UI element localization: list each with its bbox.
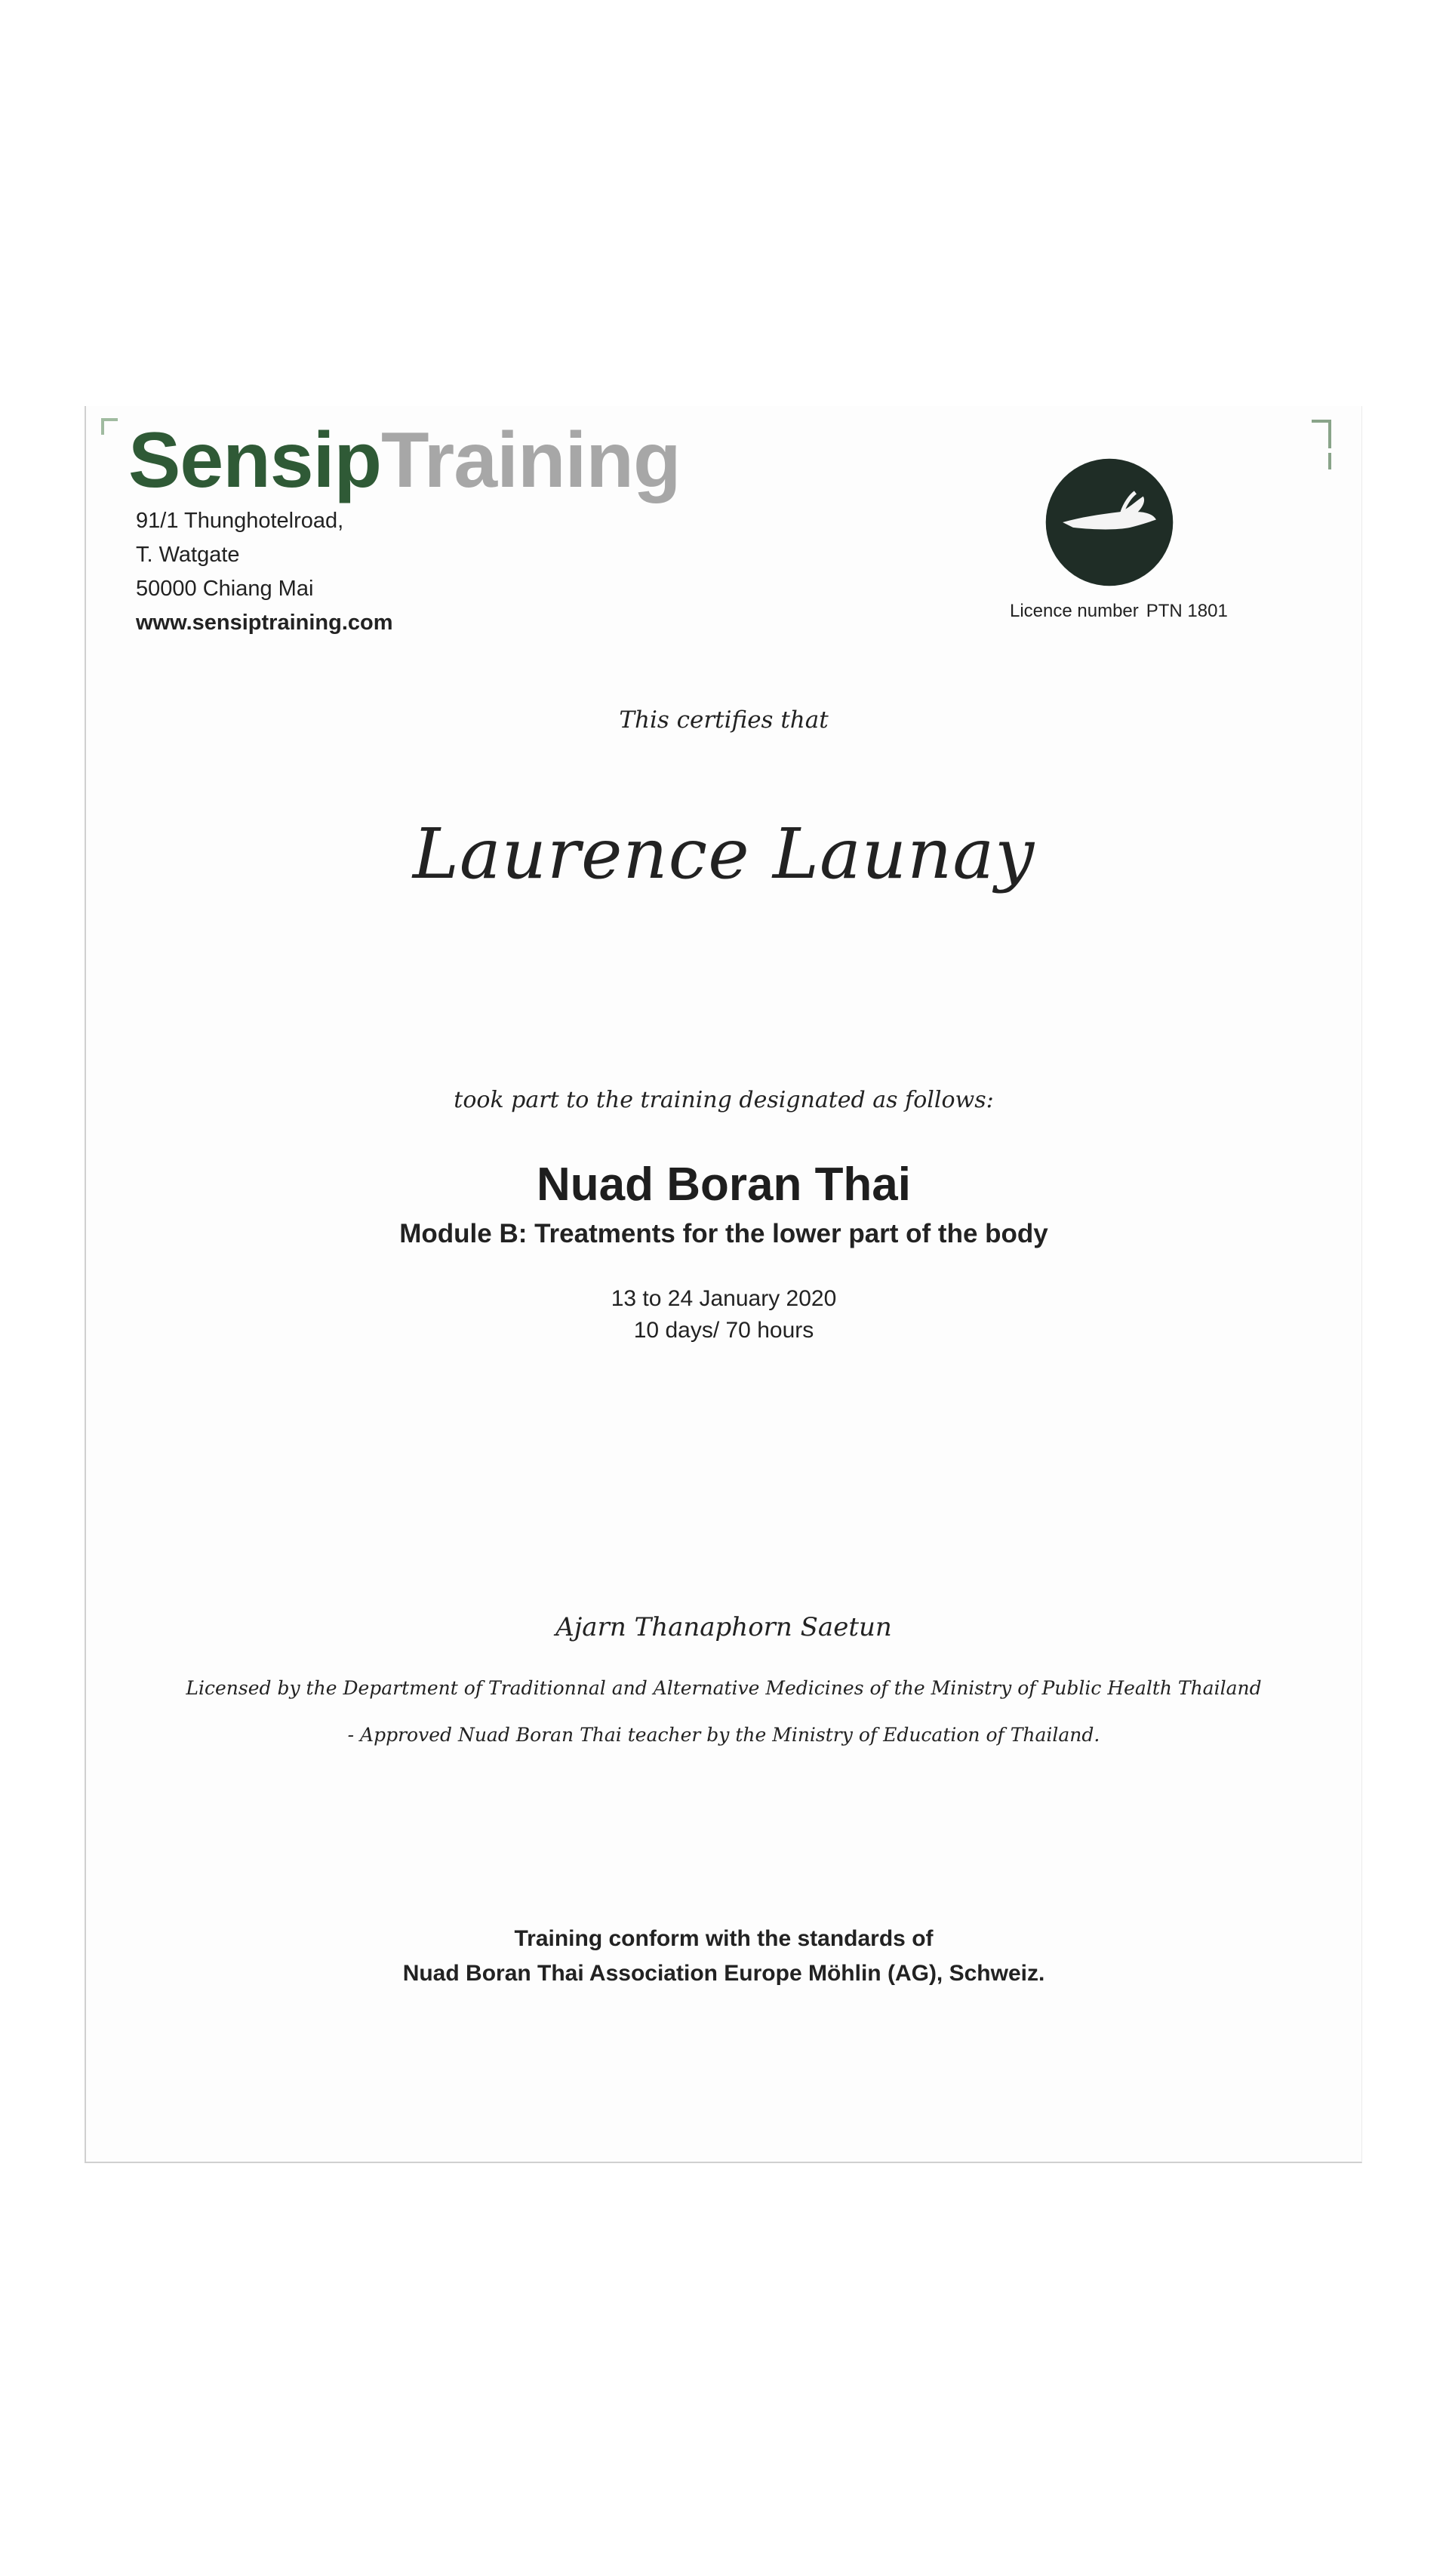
course-title: Nuad Boran Thai	[536, 1159, 912, 1211]
corner-mark-top-left	[101, 418, 118, 435]
standards-line-2: Nuad Boran Thai Association Europe Möhlin (AG), Schweiz.	[402, 1961, 1045, 1986]
corner-mark-top-right	[1312, 420, 1331, 448]
licence-number: PTN 1801	[1146, 601, 1228, 621]
address-line-2: T. Watgate	[136, 543, 240, 567]
course-dates	[86, 1283, 1361, 1346]
recipient-name: Laurence Launay	[412, 814, 1035, 894]
licence-label: Licence number	[1010, 601, 1139, 621]
teacher-name: Ajarn Thanaphorn Saetun	[555, 1612, 892, 1642]
took-part-text: took part to the training designated as follows:	[454, 1087, 994, 1113]
licensed-line-1: Licensed by the Department of Traditionnal and Alternative Medicines of the Ministry of Public Health Thailand	[186, 1677, 1262, 1699]
licensed-statement	[86, 1665, 1361, 1759]
brand-sensip: Sensip	[128, 417, 381, 504]
date-range: 13 to 24 January 2020	[611, 1286, 837, 1311]
module-title: Module B: Treatments for the lower part of the body	[399, 1219, 1048, 1248]
brand-training: Training	[381, 417, 681, 504]
website-link[interactable]: www.sensiptraining.com	[136, 611, 393, 635]
licence-info	[1010, 601, 1236, 622]
address-block	[136, 504, 393, 640]
address-line-1: 91/1 Thunghotelroad,	[136, 509, 344, 533]
licensed-line-2: - Approved Nuad Boran Thai teacher by the Ministry of Education of Thailand.	[347, 1724, 1100, 1746]
certificate-document	[85, 406, 1362, 2163]
standards-statement	[86, 1922, 1361, 1991]
certifies-text: This certifies that	[619, 706, 829, 734]
address-line-3: 50000 Chiang Mai	[136, 577, 314, 601]
brand-logo-text	[128, 417, 681, 504]
duration: 10 days/ 70 hours	[633, 1318, 814, 1343]
hand-mudra-logo-icon	[1044, 457, 1174, 587]
standards-line-1: Training conform with the standards of	[514, 1926, 934, 1951]
